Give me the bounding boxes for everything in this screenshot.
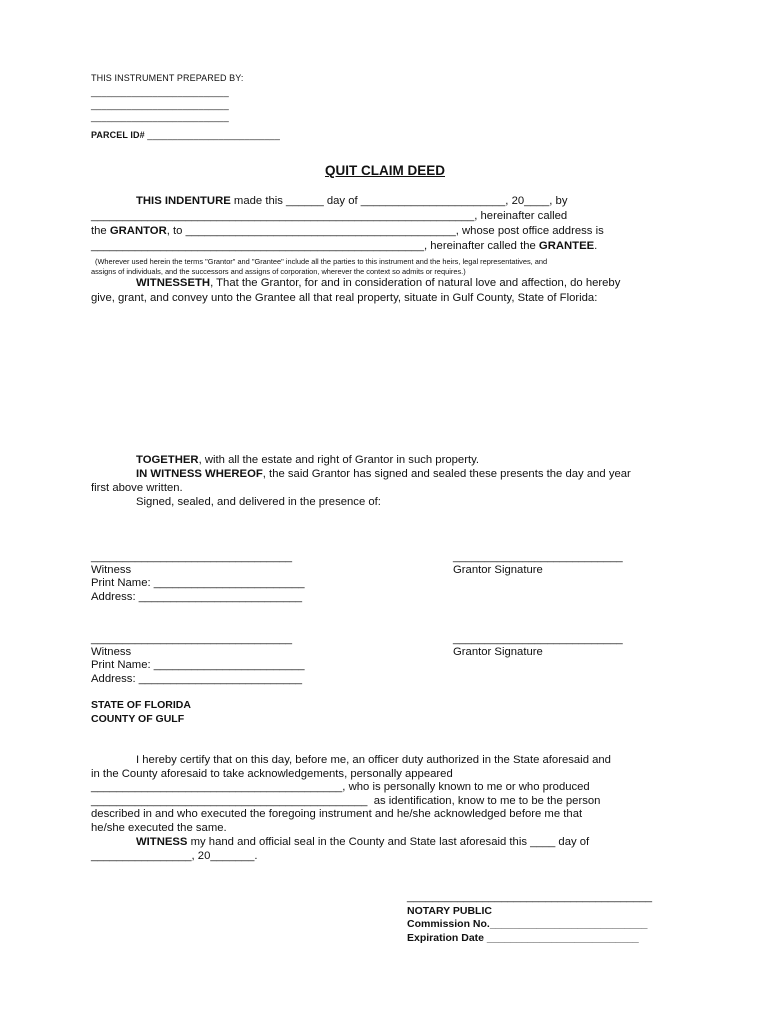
certify-line-1: I hereby certify that on this day, before me, an officer duty authorized in the State aforesaid and [136,754,611,766]
in-witness-lead: IN WITNESS WHEREOF [136,468,263,480]
indenture-the: the [91,225,110,237]
print-name-1: Print Name: ________________________ [91,577,305,589]
expiration-date: Expiration Date __________________________ [407,932,639,944]
print-name-2: Print Name: ________________________ [91,659,305,671]
signed-sealed-line: Signed, sealed, and delivered in the presence of: [136,496,381,508]
witnesseth-text-1: , That the Grantor, for and in consideration of natural love and affection, do hereby [210,277,621,289]
witness-hand-lead: WITNESS [136,836,188,848]
definition-note-1: (Wherever used herein the terms "Grantor" and "Grantee" include all the parties to this instrument and the heirs, legal representatives, and [95,257,548,266]
certify-line-4: ____________________________________________ as identification, know to me to be the person [91,795,601,807]
indenture-line-2: _____________________________________________________________, hereinafter called [91,210,568,222]
indenture-to: , to ___________________________________________, whose post office address is [166,225,604,237]
parcel-id [91,130,280,140]
prepared-by-label: THIS INSTRUMENT PREPARED BY: [91,73,244,83]
witness-hand-text: my hand and official seal in the County and State last aforesaid this ____ day of [187,836,590,848]
parcel-id-blank: __________________________ [147,130,281,140]
indenture-line-4 [91,240,597,252]
certify-line-6: he/she executed the same. [91,822,227,834]
prepared-by-blank-3: ___________________________ [91,112,229,122]
indenture-lead: THIS INDENTURE [136,195,231,207]
together-line [136,454,479,466]
witnesseth-lead: WITNESSETH [136,277,211,289]
witness-label-1: Witness [91,564,132,576]
in-witness-text-1: , the said Grantor has signed and sealed these presents the day and year [262,468,631,480]
certify-line-2: in the County aforesaid to take acknowledgements, personally appeared [91,768,453,780]
in-witness-line-1 [136,468,631,480]
grantor-signature-label-2: Grantor Signature [453,646,543,658]
notary-signature-line: _______________________________________ [407,891,653,903]
parcel-id-label: PARCEL ID# [91,130,148,140]
document-title: QUIT CLAIM DEED [325,163,445,178]
date-line: ________________, 20_______. [91,850,258,862]
grantee-term: GRANTEE [538,240,595,252]
grantor-signature-label-1: Grantor Signature [453,564,543,576]
indenture-made-this: made this ______ day of _______________________, 20____, by [230,195,568,207]
in-witness-line-2: first above written. [91,482,183,494]
address-2: Address: __________________________ [91,673,303,685]
definition-note-2: assigns of individuals, and the successors and assigns of corporation, wherever the context so admits or requires.) [91,267,466,276]
witness-signature-line-2: ________________________________ [91,633,293,645]
county-label: COUNTY OF GULF [91,713,185,725]
grantor-term: GRANTOR [109,225,167,237]
state-label: STATE OF FLORIDA [91,699,191,711]
certify-line-3: ________________________________________, who is personally known to me or who produced [91,781,590,793]
indenture-line-3 [91,225,604,237]
witness-signature-line-1: ________________________________ [91,551,293,563]
together-text: , with all the estate and right of Grantor in such property. [198,454,480,466]
witnesseth-line-1 [136,277,620,289]
address-1: Address: __________________________ [91,591,303,603]
indenture-period: . [594,240,598,252]
indenture-line-4-text: _____________________________________________________, hereinafter called the [91,240,539,252]
witnesseth-line-2: give, grant, and convey unto the Grantee all that real property, situate in Gulf County, State of Florida: [91,292,598,304]
commission-number: Commission No.___________________________ [407,918,648,930]
prepared-by-blank-2: ___________________________ [91,100,229,110]
witness-hand-line [136,836,589,848]
witness-label-2: Witness [91,646,132,658]
certify-line-5: described in and who executed the foregoing instrument and he/she acknowledged before me that [91,808,583,820]
indenture-line-1 [136,195,567,207]
together-lead: TOGETHER [136,454,199,466]
prepared-by-blank-1: ___________________________ [91,87,229,97]
notary-public-label: NOTARY PUBLIC [407,905,492,917]
grantor-signature-line-2: ___________________________ [453,633,623,645]
grantor-signature-line-1: ___________________________ [453,551,623,563]
